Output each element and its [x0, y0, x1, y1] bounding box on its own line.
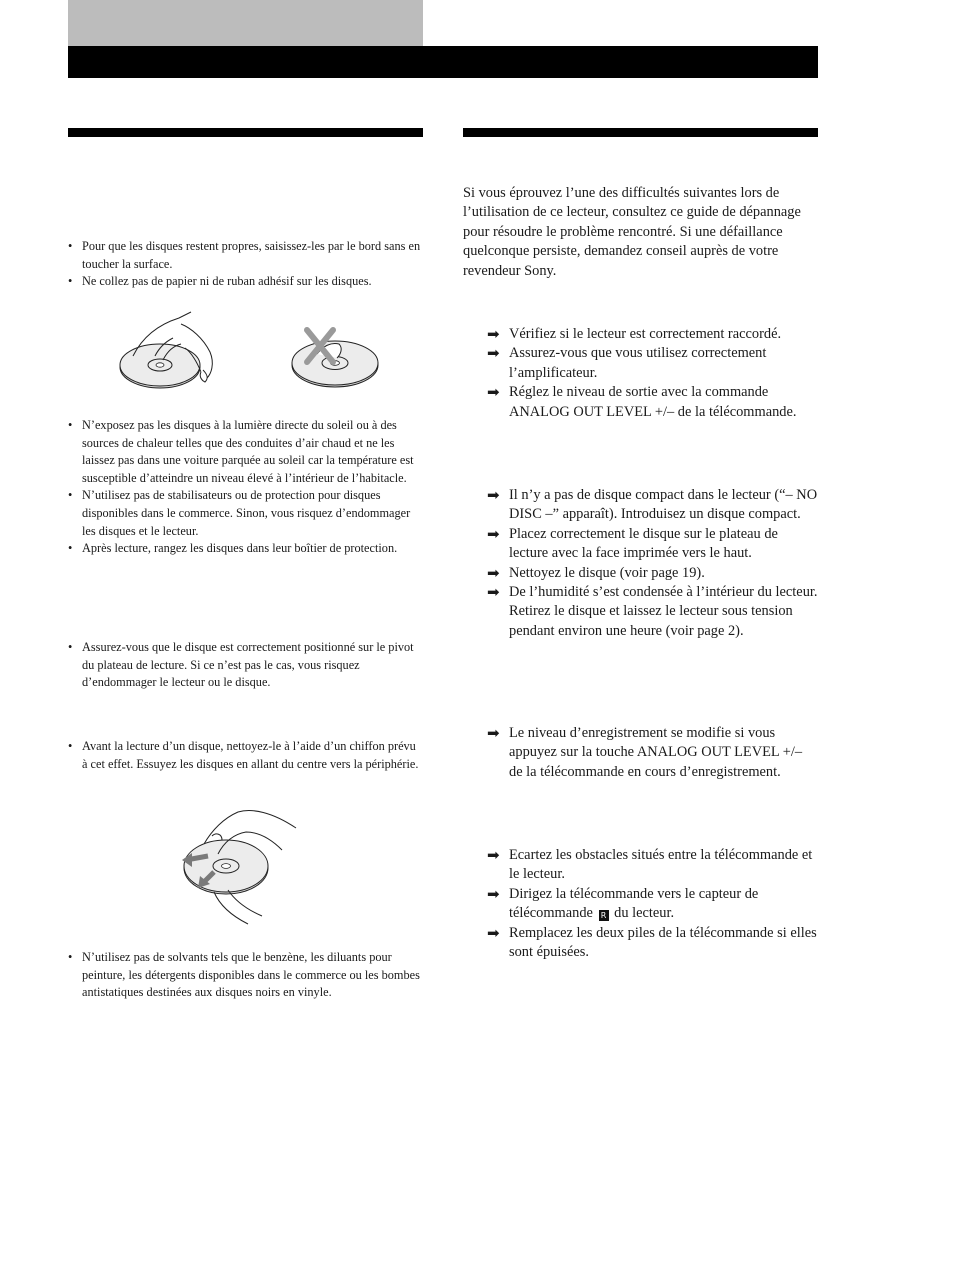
storage-section: [68, 417, 423, 558]
arrow-icon: ➡: [487, 524, 500, 543]
cleaning-section: [68, 738, 423, 773]
remedy-item: ➡ Dirigez la télécommande vers le capteur de télécommande R du lecteur.: [487, 884, 759, 922]
remedy-item: ➡ Remplacez les deux piles de la télécommande si elles sont épuisées.: [487, 923, 817, 961]
remedy-item: ➡ Le niveau d’enregistrement se modifie si vous appuyez sur la touche ANALOG OUT LEVEL +/– de la télécommande en cours d’enregistrement.: [487, 724, 803, 780]
troubleshooting-group-no-playback: [463, 486, 819, 641]
remedy-item: ➡ Ecartez les obstacles situés entre la télécommande et le lecteur.: [487, 846, 813, 883]
arrow-icon: ➡: [487, 583, 500, 602]
bullet-item: • Après lecture, rangez les disques dans leur boîtier de protection.: [68, 540, 423, 558]
remedy-item: ➡ Assurez-vous que vous utilisez correctement l’amplificateur.: [487, 344, 767, 381]
bullet-item: • N’exposez pas les disques à la lumière directe du soleil ou à des sources de chaleur telles que des conduites d’air chaud et ne les laissez pas dans une voiture parquée au soleil car la température est susceptible d’atteindre un niveau élevé à l’intérieur de l’habitacle.: [68, 417, 423, 487]
arrow-icon: ➡: [487, 383, 500, 402]
troubleshooting-group-remote: [463, 846, 819, 962]
disc-cleaning-illustration: [178, 806, 308, 932]
bullet-item: • Ne collez pas de papier ni de ruban adhésif sur les disques.: [68, 273, 423, 291]
remedy-item: ➡ Il n’y a pas de disque compact dans le lecteur (“– NO DISC –” apparaît). Introduisez un disque compact.: [487, 486, 818, 523]
remote-sensor-icon: R: [599, 910, 609, 921]
arrow-icon: ➡: [487, 724, 500, 742]
arrow-icon: ➡: [487, 344, 500, 363]
remedy-item: ➡ Réglez le niveau de sortie avec la commande ANALOG OUT LEVEL +/– de la télécommande.: [487, 383, 797, 420]
disc-surface-touch-forbidden-illustration: [287, 324, 383, 394]
remedy-item: ➡ Vérifiez si le lecteur est correctement raccordé.: [487, 325, 782, 343]
bullet-item: • Avant la lecture d’un disque, nettoyez-le à l’aide d’un chiffon prévu à cet effet. Essuyez les disques en allant du centre vers la périphérie.: [68, 738, 423, 773]
bullet-item: • N’utilisez pas de solvants tels que le benzène, les diluants pour peinture, les détergents disponibles dans le commerce ou les bombes antistatiques destinées aux disques noirs en vinyle.: [68, 949, 423, 1002]
arrow-icon: ➡: [487, 884, 500, 903]
remedy-item: ➡ Placez correctement le disque sur le plateau de lecture avec la face imprimée vers le haut.: [487, 524, 778, 562]
bullet-item: • Assurez-vous que le disque est correctement positionné sur le pivot du plateau de lecture. Si ce n’est pas le cas, vous risquez d’endommager le lecteur ou le disque.: [68, 639, 423, 692]
solvents-section: [68, 949, 423, 1002]
right-section-rule: [463, 128, 818, 137]
positioning-section: [68, 639, 423, 692]
disc-held-by-edge-illustration: [115, 308, 225, 394]
arrow-icon: ➡: [487, 846, 500, 864]
bullet-item: • Pour que les disques restent propres, saisissez-les par le bord sans en toucher la surface.: [68, 238, 423, 273]
arrow-icon: ➡: [487, 923, 500, 942]
remedy-item: ➡ Nettoyez le disque (voir page 19).: [487, 563, 705, 582]
bullet-item: • N’utilisez pas de stabilisateurs ou de protection pour disques disponibles dans le commerce. Sinon, vous risquez d’endommager les disques et le lecteur.: [68, 487, 423, 540]
header-band: [68, 46, 818, 78]
handling-section: [68, 238, 423, 291]
arrow-icon: ➡: [487, 563, 500, 582]
remedy-item: ➡ De l’humidité s’est condensée à l’intérieur du lecteur. Retirez le disque et laissez le lecteur sous tension pendant environ une heure (voir page 2).: [487, 583, 818, 639]
troubleshooting-group-no-sound: [463, 325, 819, 422]
arrow-icon: ➡: [487, 325, 500, 343]
troubleshooting-group-recording-level: [463, 724, 819, 782]
header-tab: [68, 0, 423, 46]
left-section-rule: [68, 128, 423, 137]
arrow-icon: ➡: [487, 486, 500, 504]
troubleshooting-intro: Si vous éprouvez l’une des difficultés suivantes lors de l’utilisation de ce lecteur, consultez ce guide de dépannage pour résoudre le problème rencontré. Si une défaillance quelconque persiste, demandez conseil auprès de votre revendeur Sony.: [463, 185, 801, 279]
